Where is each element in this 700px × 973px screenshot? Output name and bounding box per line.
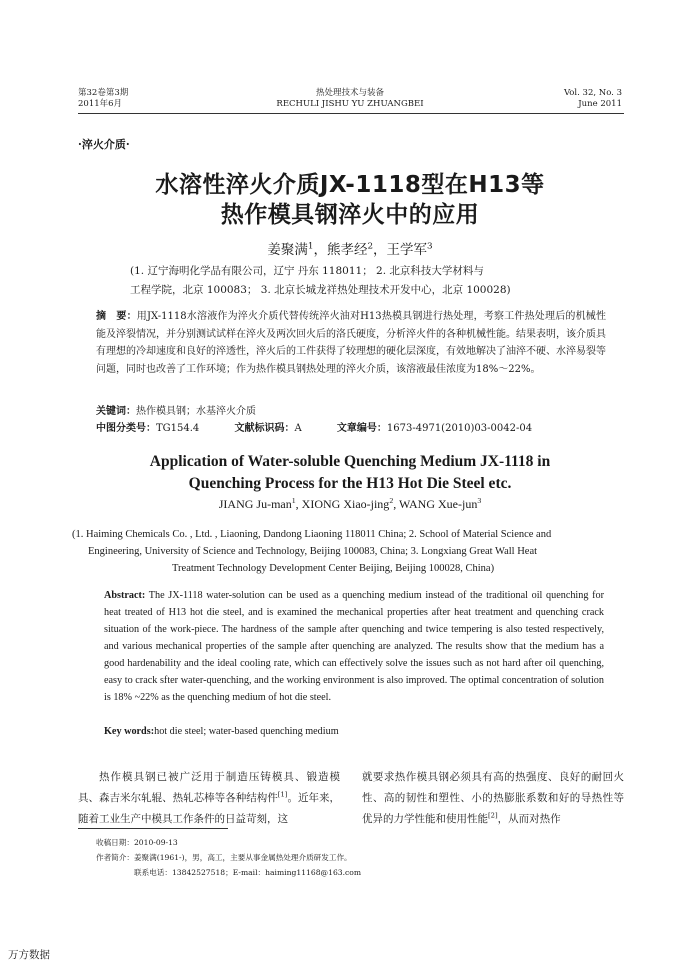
journal-date-cn: 2011年6月 [78,99,123,109]
body-left-tail: 。近年来，随着工业生产中模具工作条件的日益苛刻，这 [78,792,341,825]
keywords-cn [96,402,256,417]
abstract-cn [96,308,606,378]
body-left-text: 热作模具钢已被广泛用于制造压铸模具、锻造模具、森吉米尔轧辊、热轧芯棒等各种结构件 [78,771,340,804]
author-name-en: WANG Xue-jun [399,497,478,511]
journal-name-pinyin: RECHULI JISHU YU ZHUANGBEI [276,99,424,109]
abstract-cn-text: 用JX-1118水溶液作为淬火介质代替传统淬火油对H13热模具钢进行热处理，考察工件热处理后的机械性能及淬裂情况，并分别测试试样在淬火及两次回火后的洛氏硬度，分析淬火件的各种机械性能。结果表明，该介质具有理想的冷却速度和良好的淬透性，淬火后的工件获得了较理想的硬化层深度，有效地解决了油淬不硬、水淬易裂等问题，同时也改善了工作环境；作为热作模具钢热处理的淬火介质，该溶液最佳浓度为18%～22%。 [96,311,606,375]
doc-code-value: A [294,423,302,434]
body-right-tail: ，从而对热作 [497,813,561,825]
affiliation-cn-line: 工程学院，北京 100083； 3. 北京长城龙祥热处理技术开发中心，北京 100028) [130,284,511,296]
article-no-value: 1673-4971(2010)03-0042-04 [386,423,533,434]
journal-name-cn: 热处理技术与装备 [315,88,384,98]
title-cn-line1: 水溶性淬火介质JX-1118型在H13等 [155,172,545,198]
affiliation-mark: 3 [477,496,482,505]
body-column-right [362,767,624,830]
affiliations-cn [130,262,600,300]
footnote-received: 收稿日期：2010-09-13 [96,838,178,847]
affiliation-en-line: Treatment Technology Development Center Beijing, Beijing 100028, China) [172,563,495,574]
affiliation-mark: 2 [389,496,394,505]
author-name-en: JIANG Ju-man [218,497,292,511]
author-name: 王学军 [386,242,428,258]
author-name: 姜聚满 [267,242,308,258]
body-right-text: 就要求热作模具钢必须具有高的热强度、良好的耐回火性、高的韧性和塑性、小的热膨胀系数和好的导热性等优异的力学性能和使用性能 [362,771,624,825]
journal-volume: 第32卷第3期 [78,88,129,98]
affiliation-mark: 2 [367,241,374,252]
header-divider [78,113,624,114]
keywords-en-label: Key words: [104,726,155,737]
citation-ref[interactable]: [1] [277,790,288,799]
title-cn-line2: 热作模具钢淬火中的应用 [220,202,480,228]
title-en-line2: Quenching Process for the H13 Hot Die Steel etc. [188,475,512,492]
section-label: ·淬火介质· [78,138,130,151]
abstract-cn-label: 摘 要： [96,311,137,322]
journal-date-en: June 2011 [578,99,622,109]
authors-en: JIANG Ju-man$^1$, XIONG Xiao-jing$^2$, WANG Xue-jun$^3$ [218,496,482,511]
footnote-contact: 联系电话：13842527518；E-mail：haiming11168@163.com [134,868,362,877]
abstract-en [104,587,604,706]
keywords-cn-label: 关键词： [96,406,136,417]
affiliation-mark: 1 [291,496,296,505]
keywords-en [104,726,339,737]
citation-ref[interactable]: [2] [488,811,498,820]
affiliation-cn-line: (1. 辽宁海明化学品有限公司，辽宁 丹东 118011； 2. 北京科技大学材料与 [130,265,484,277]
title-en-line1: Application of Water-soluble Quenching Medium JX-1118 in [149,453,551,470]
classification-cn [96,419,564,434]
clc-value: TG154.4 [156,423,200,434]
doc-code-label: 文献标识码： [234,423,295,434]
footnote-author-bio: 作者简介：姜聚满(1961-)，男，高工，主要从事金属热处理介质研发工作。 [96,853,352,862]
author-name: 熊孝经 [326,242,368,258]
footnote-divider [78,828,228,829]
wanfang-watermark: 万方数据 [8,949,50,961]
keywords-cn-text: 热作模具钢；水基淬火介质 [136,406,256,417]
affiliation-en-line: Engineering, University of Science and Technology, Beijing 100083, China; 3. Longxiang Great Wall Heat [88,546,538,557]
authors-cn: 姜聚满$^1$，熊孝经$^2$，王学军$^3$ [267,241,433,258]
keywords-en-text: hot die steel; water-based quenching medium [154,726,339,737]
article-no-label: 文章编号： [336,423,387,434]
affiliation-mark: 1 [307,241,314,252]
affiliation-en-line: (1. Haiming Chemicals Co. , Ltd. , Liaoning, Dandong Liaoning 118011 China; 2. School of Material Science and [72,529,552,540]
journal-issue-info [564,88,622,110]
affiliations-en [72,526,632,577]
journal-issue-en: Vol. 32, No. 3 [563,88,622,98]
affiliation-mark: 3 [427,241,433,252]
abstract-en-label: Abstract: [104,590,146,601]
abstract-en-text: The JX-1118 water-solution can be used as a quenching medium instead of the traditional oil quenching for heat treated of H13 hot die steel, and is examined the mechanical properties after heat treatment and quenching crack situation of the work-piece. The hardness of the sample after quenching and twice tempering is also tested respectively, and various mechanical properties of the sample after quenching are analyzed. The results show that the medium has a good hardenability and the ideal cooling rate, which can effectively solve the issues such as not hard after oil quenching, easy to crack sfter water-quenching, and the working environment is also improved. The optimal concentration of solution is 18% ~22% as the quenching medium of hot die steel. [104,590,604,703]
body-column-left [78,767,340,830]
author-name-en: XIONG Xiao-jing [301,497,390,511]
clc-label: 中图分类号： [96,423,156,434]
